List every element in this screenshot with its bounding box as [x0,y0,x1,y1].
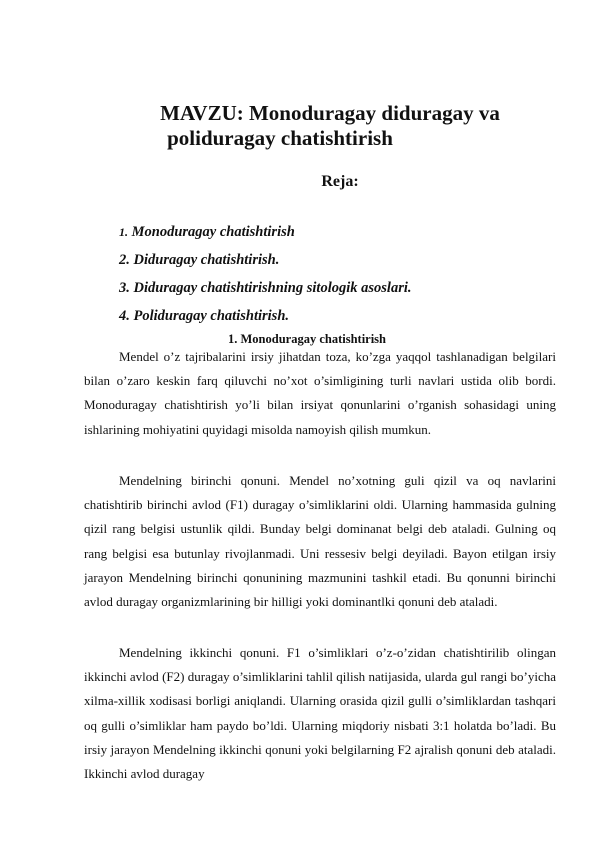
body-paragraph: Mendelning birinchi qonuni. Mendel no’xotning guli qizil va oq navlarini chatishtirib birinchi avlod (F1) duragay o’simliklarini oldi. Ularning hammasida gulning qizil rang belgisi ustunlik qildi. Bunday belgi dominanat belgi deb ataladi. Gulning oq rang belgisi esa butunlay rivojlanmadi. Uni ressesiv belgi deyiladi. Bayon etilgan irsiy jarayon Mendelning birinchi qonunining mazmunini tashkil etadi. Bu qonunni birinchi avlod duragay organizmlarining bir hilligi yoki dominantlki qonuni deb ataladi. [84,473,556,610]
plan-item [119,274,412,302]
plan-list [119,218,412,330]
body-paragraph: Mendel o’z tajribalarini irsiy jihatdan toza, ko’zga yaqqol tashlanadigan belgilari bilan o’zaro keskin farq qiluvchi no’xot o’simligining turli navlari ustida olib bordi. Monoduragay chatishtirish yo’li bilan irsiyat qonunlarini o’rganish sohasidagi uning ishlarining mohiyatini quyidagi misolda namoyish qilish mumkun. [84,349,556,437]
plan-item-number: 1. [119,225,128,239]
plan-item-text: Poliduragay chatishtirish. [133,308,290,324]
plan-item-text: Diduragay chatishtirish. [133,252,280,268]
document-title-line-1: MAVZU: Monoduragay diduragay va [160,101,500,125]
plan-item-number: 4. [119,308,130,324]
section-heading: 1. Monoduragay chatishtirish [228,332,387,346]
plan-item [119,246,412,274]
plan-item-number: 3. [119,280,130,296]
plan-item [119,302,412,330]
plan-item [119,218,412,246]
document-title-line-2: poliduragay chatishtirish [167,126,393,150]
plan-item-number: 2. [119,252,130,268]
plan-heading: Reja: [321,173,359,190]
plan-item-text: Monoduragay chatishtirish [131,224,295,240]
body-paragraph: Mendelning ikkinchi qonuni. F1 o’simliklari o’z-o’zidan chatishtirilib olingan ikkinchi avlod (F2) duragay o’simliklarini tahlil qilish natijasida, ularda gul rangi bo’yicha xilma-xillik xodisasi borligi aniqlandi. Ularning orasida qizil gulli o’simliklardan tashqari oq gulli o’simliklar ham paydo bo’ldi. Ularning miqdoriy nisbati 3:1 holatda bo’ladi. Bu irsiy jarayon Mendelning ikkinchi qonuni yoki belgilarning F2 ajralish qonuni deb ataladi. Ikkinchi avlod duragay [84,645,556,782]
plan-item-text: Diduragay chatishtirishning sitologik asoslari. [133,280,412,296]
